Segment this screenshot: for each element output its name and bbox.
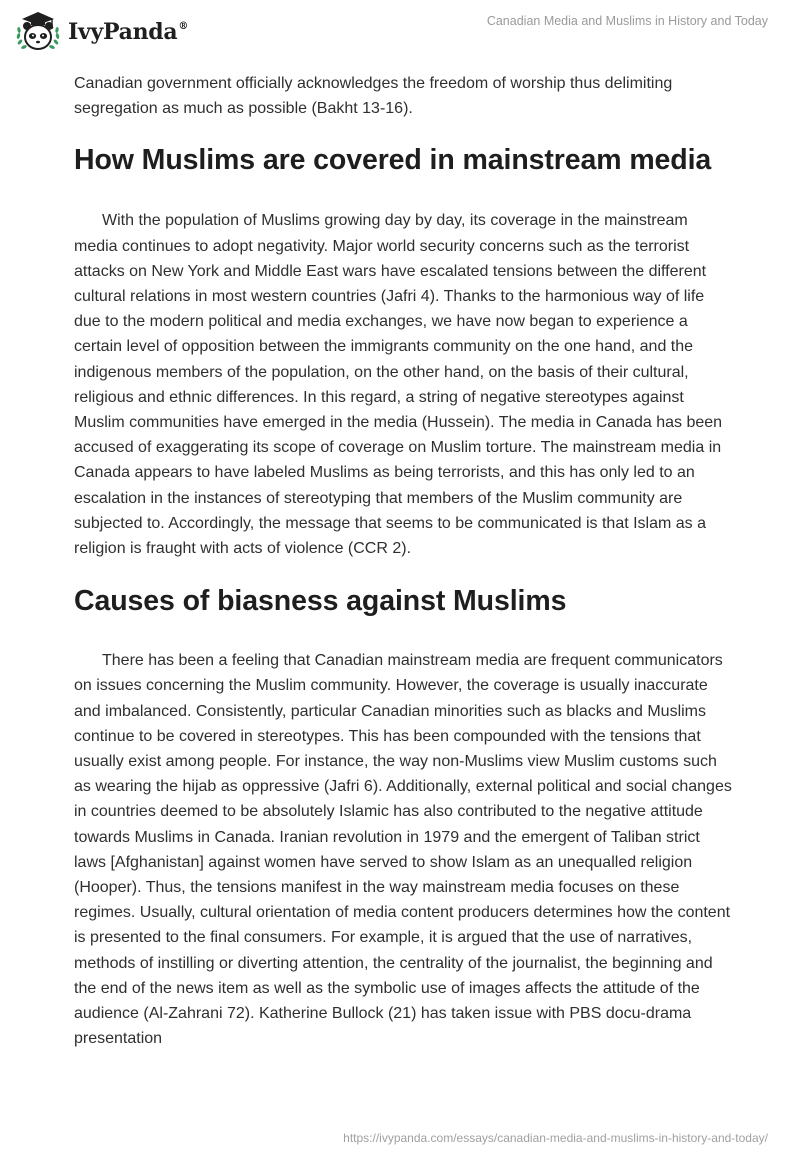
brand-name-text: IvyPanda [68,19,178,45]
document-title: Canadian Media and Muslims in History and Today [486,14,768,28]
source-url[interactable]: https://ivypanda.com/essays/canadian-media-and-muslims-in-history-and-today/ [343,1131,768,1145]
section-body-media-coverage: With the population of Muslims growing day by day, its coverage in the mainstream media continues to adopt negativity. Major world security concerns such as the terrorist attacks on New York and Middle East wars have escalated tensions between the different cultural relations in most western countries (Jafri 4). Thanks to the harmonious way of life due to the modern political and media exchanges, we have now began to experience a certain level of opposition between the immigrants community on the one hand, and the indigenous members of the population, on the other hand, on the basis of their cultural, religious and ethnic differences. In this regard, a string of negative stereotypes against Muslim communities have emerged in the media (Hussein). The media in Canada has been accused of exaggerating its scope of coverage on Muslim torture. The mainstream media in Canada appears to have labeled Muslims as being terrorists, and this has only led to an escalation in the instances of stereotyping that members of the Muslim community are subjected to. Accordingly, the message that seems to be communicated is that Islam as a religion is fraught with acts of violence (CCR 2). [74,212,723,558]
intro-paragraph: Canadian government officially acknowledges the freedom of worship thus delimiting segregation as much as possible (Bakht 13-16). [74,75,673,118]
section-heading-causes-of-bias: Causes of biasness against Muslims [74,585,567,618]
brand-name [68,19,188,45]
section-body-causes-of-bias: There has been a feeling that Canadian mainstream media are frequent communicators on issues concerning the Muslim community. However, the coverage is usually inaccurate and imbalanced. Consistently, particular Canadian minorities such as blacks and Muslims continue to be covered in stereotypes. This has been compounded with the tensions that usually exist among people. For instance, the way non-Muslims view Muslim customs such as wearing the hijab as oppressive (Jafri 6). Additionally, external political and social changes in countries deemed to be absolutely Islamic has also contributed to the negative attitude towards Muslims in Canada. Iranian revolution in 1979 and the emergent of Taliban strict laws [Afghanistan] against women have served to show Islam as an unequalled religion (Hooper). Thus, the tensions manifest in the way mainstream media focuses on these regimes. Usually, cultural orientation of media content producers determines how the content is presented to the final consumers. For example, it is argued that the use of narratives, methods of instilling or diverting attention, the centrality of the journalist, the beginning and the end of the news item as well as the symbolic use of images affects the attitude of the audience (Al-Zahrani 72). Katherine Bullock (21) has taken issue with PBS docu-drama presentation [74,652,732,1048]
ivypanda-logo[interactable] [14,9,188,53]
essay-content [74,71,734,1052]
page-header [0,0,800,62]
panda-graduate-icon [14,9,62,53]
registered-mark: ® [178,21,189,32]
section-heading-media-coverage: How Muslims are covered in mainstream media [74,144,712,177]
